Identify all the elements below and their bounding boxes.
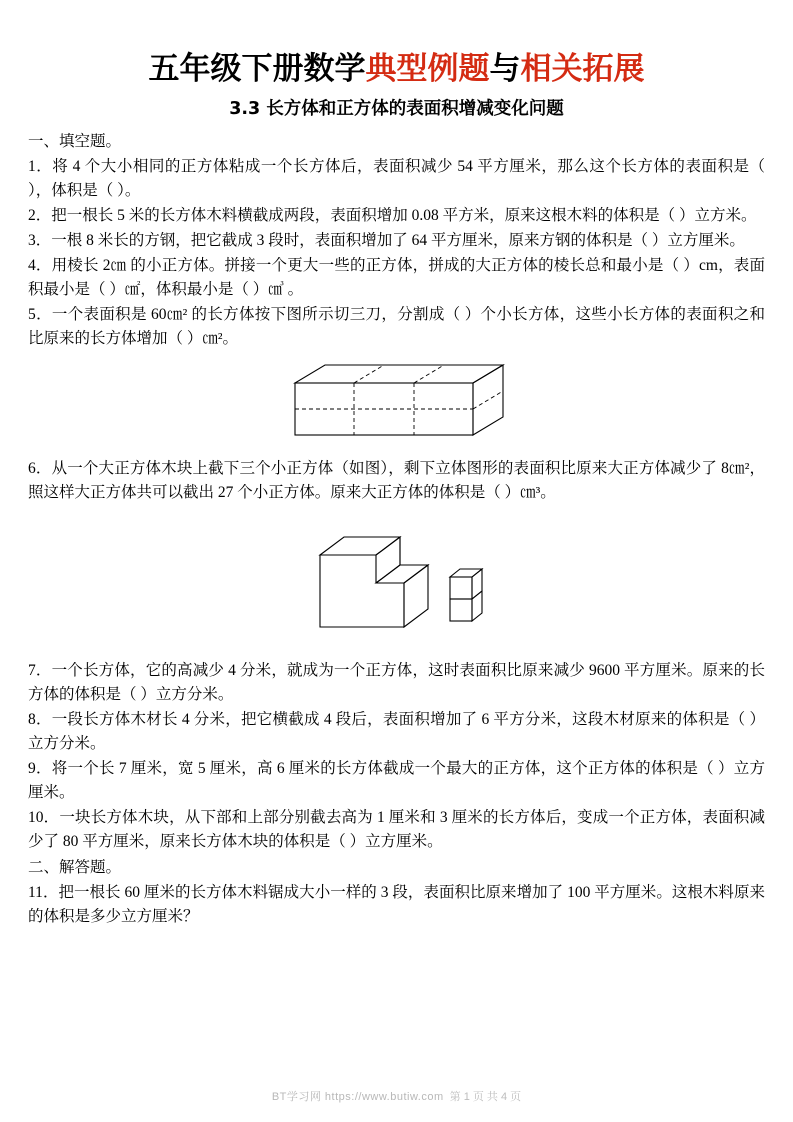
- question-3: 3．一根 8 米长的方钢，把它截成 3 段时，表面积增加了 64 平方厘米，原来方钢的体积是（ ）立方厘米。: [28, 231, 745, 249]
- question-5: 5．一个表面积是 60㎝² 的长方体按下图所示切三刀，分割成（ ）个小长方体，这些小长方体的表面积之和比原来的长方体增加（ ）㎝²。: [28, 305, 765, 347]
- question-2: 2．把一根长 5 米的长方体木料横截成两段，表面积增加 0.08 平方米，原来这根木料的体积是（ ）立方米。: [28, 206, 757, 224]
- figure-cuboid-three-cuts: [28, 357, 765, 449]
- page-title: [28, 50, 765, 89]
- title-part-4: 相关拓展: [520, 51, 645, 87]
- question-1: 1．将 4 个大小相同的正方体粘成一个长方体后，表面积减少 54 平方厘米，那么这个长方体的表面积是（ ），体积是（ ）。: [28, 157, 765, 199]
- page-number: 第 1 页 共 4 页: [449, 1091, 522, 1103]
- section-heading-solve-problems: 二、解答题。: [28, 859, 122, 877]
- question-10: 10．一块长方体木块，从下部和上部分别截去高为 1 厘米和 3 厘米的长方体后，变成一个正方体，表面积减少了 80 平方厘米，原来长方体木块的体积是（ ）立方厘米。: [28, 809, 765, 851]
- title-part-2: 典型例题: [365, 51, 490, 87]
- question-4: 4．用棱长 2㎝ 的小正方体。拼接一个更大一些的正方体，拼成的大正方体的棱长总和最小是（ ）cm，表面积最小是（ ）㎠，体积最小是（ ）㎤ 。: [28, 256, 765, 298]
- title-part-3: 与: [489, 51, 521, 87]
- figure-big-cube-cut-svg: [292, 515, 502, 645]
- figure-cuboid-three-cuts-svg: [277, 357, 517, 449]
- section-heading-fill-in-blanks: 一、填空题。: [28, 132, 122, 150]
- question-7: 7．一个长方体，它的高减少 4 分米，就成为一个正方体，这时表面积比原来减少 9600 平方厘米。原来的长方体的体积是（ ）立方分米。: [28, 661, 765, 703]
- page-subtitle: 3.3 长方体和正方体的表面积增减变化问题: [229, 98, 564, 119]
- title-part-1: 五年级下册数学: [148, 51, 366, 87]
- question-11: 11．把一根长 60 厘米的长方体木料锯成大小一样的 3 段，表面积比原来增加了 100 平方厘米。这根木料原来的体积是多少立方厘米？: [28, 884, 765, 926]
- question-6: 6．从一个大正方体木块上截下三个小正方体（如图），剩下立体图形的表面积比原来大正方体减少了 8㎝²，照这样大正方体共可以截出 27 个小正方体。原来大正方体的体积是（ ）㎝³。: [28, 459, 765, 501]
- question-8: 8．一段长方体木材长 4 分米，把它横截成 4 段后，表面积增加了 6 平方分米，这段木材原来的体积是（ ）立方分米。: [28, 710, 765, 752]
- watermark-text: BT学习网 https://www.butiw.com: [271, 1091, 444, 1103]
- page-footer: [0, 1088, 793, 1104]
- figure-big-cube-cut: [28, 515, 765, 645]
- question-9: 9．将一个长 7 厘米，宽 5 厘米，高 6 厘米的长方体截成一个最大的正方体，这个正方体的体积是（ ）立方厘米。: [28, 759, 765, 801]
